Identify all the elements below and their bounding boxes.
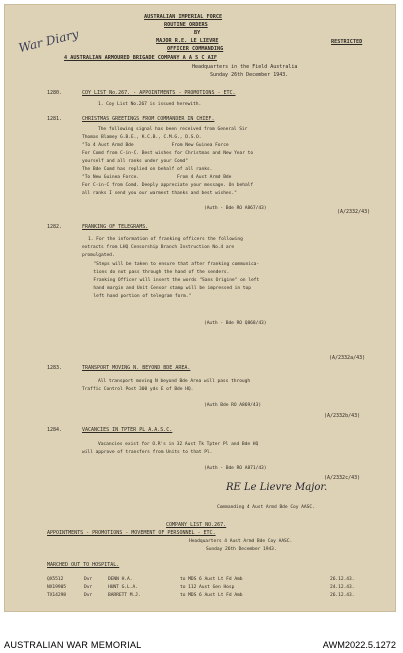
header-line-6: 4 AUSTRALIAN ARMOURED BRIGADE COMPANY A A S C AIF bbox=[64, 55, 218, 61]
date: 26.12.43. bbox=[330, 593, 355, 598]
footer-accession-number: AWM2022.5.1272 bbox=[322, 640, 396, 650]
document-page bbox=[4, 4, 396, 612]
item-body-line: Franking Officer will insert the words "Sans Origine" on left bbox=[88, 278, 260, 283]
item-body-line: 1. Coy List No.267 is issued herewith. bbox=[98, 102, 202, 107]
item-reference: (A/2332/43) bbox=[337, 209, 371, 215]
item-number: 1282. bbox=[47, 224, 63, 230]
header-line-5: OFFICER COMMANDING bbox=[167, 46, 224, 52]
item-heading: TRANSPORT MOVING N. BEYOND BDE AREA. bbox=[82, 365, 191, 371]
rank: Dvr bbox=[84, 593, 93, 598]
item-auth: (Auth - Bde RO A867/43) bbox=[204, 206, 267, 211]
item-body-line: 1. For the information of franking officers the following bbox=[88, 237, 243, 242]
service-number: NX19905 bbox=[47, 585, 67, 590]
rank: Dvr bbox=[84, 577, 93, 582]
item-heading: FRANKING OF TELEGRAMS. bbox=[82, 224, 149, 230]
item-body-line: The following signal has been received from General Sir bbox=[98, 127, 248, 132]
item-body-line: For Comd from C-in-C. Best wishes for Christmas and New Year to bbox=[82, 151, 254, 156]
item-body-line: left hand portion of telegram form." bbox=[88, 294, 192, 299]
handwritten-note: War Diary bbox=[17, 26, 80, 56]
destination: to MDS 6 Aust Lt Fd Amb bbox=[180, 577, 243, 582]
item-body-line: promulgated. bbox=[82, 253, 115, 258]
item-reference: (A/2332b/43) bbox=[324, 413, 361, 419]
item-body-line: The Bde Comd has replied on behalf of all ranks. bbox=[82, 167, 213, 172]
item-number: 1280. bbox=[47, 90, 63, 96]
item-reference: (A/2332c/43) bbox=[324, 475, 361, 481]
rank: Dvr bbox=[84, 585, 93, 590]
item-body-line: "To New Guinea Force. From 4 Aust Armd Bde bbox=[82, 175, 232, 180]
item-body-line: all ranks I send you our warmest thanks and best wishes." bbox=[82, 191, 237, 196]
header-line-2: ROUTINE ORDERS bbox=[164, 22, 208, 28]
archive-footer bbox=[0, 618, 403, 653]
destination: to 112 Aust Gen Hosp bbox=[180, 585, 235, 590]
header-line-4: MAJOR R.E. LE LIEVRE bbox=[156, 38, 219, 44]
coy-list-subtitle: APPOINTMENTS - PROMOTIONS - MOVEMENT OF PERSONNEL - ETC. bbox=[47, 530, 216, 536]
item-number: 1283. bbox=[47, 365, 63, 371]
header-line-8: Sunday 26th December 1943. bbox=[210, 72, 289, 78]
restricted-marking: RESTRICTED bbox=[331, 39, 363, 45]
item-number: 1284. bbox=[47, 427, 63, 433]
item-heading: VACANCIES IN TPTER PL A.A.S.C. bbox=[82, 427, 173, 433]
item-body-line: "Steps will be taken to ensure that after franking communica- bbox=[88, 262, 260, 267]
item-body-line: Traffic Control Post 300 yds E of Bde HQ. bbox=[82, 387, 194, 392]
item-body-line: yourself and all ranks under your Comd" bbox=[82, 159, 188, 164]
header-line-3: BY bbox=[194, 30, 201, 36]
person-name: BARRETT M.J. bbox=[108, 593, 141, 598]
item-body-line: For C-in-C from Comd. Deeply appreciate your message. On behalf bbox=[82, 183, 254, 188]
item-heading: COY LIST No.267. - APPOINTMENTS - PROMOTIONS - ETC. bbox=[82, 90, 236, 96]
item-body-line: extracts from LHQ Censorship Branch Instruction No.4 are bbox=[82, 245, 235, 250]
coy-list-title: COMPANY LIST NO.267. bbox=[166, 522, 227, 528]
signature: RE Le Lievre Major. bbox=[226, 482, 328, 493]
item-body-line: will approve of transfers from Units to that Pl. bbox=[82, 450, 213, 455]
coy-list-line-2: Sunday 26th December 1943. bbox=[206, 547, 277, 552]
item-reference: (A/2332a/43) bbox=[329, 355, 366, 361]
coy-list-section: MARCHED OUT TO HOSPITAL. bbox=[47, 562, 120, 568]
header-line-1: AUSTRALIAN IMPERIAL FORCE bbox=[144, 14, 223, 20]
item-body-line: tions do not pass through the hand of the senders. bbox=[88, 270, 230, 275]
footer-institution: AUSTRALIAN WAR MEMORIAL bbox=[4, 640, 142, 650]
item-body-line: Vacancies exist for O.R's in 32 Aust Tk Tpter Pl and Bde HQ bbox=[98, 442, 259, 447]
item-heading: CHRISTMAS GREETINGS FROM COMMANDER IN CHIEF. bbox=[82, 116, 215, 122]
person-name: DENN H.A. bbox=[108, 577, 133, 582]
item-body-line: hand margin and Unit Censor stamp will be impressed in top bbox=[88, 286, 251, 291]
item-body-line: "To 4 Aust Armd Bde From New Guinea Force bbox=[82, 143, 229, 148]
service-number: TX14298 bbox=[47, 593, 67, 598]
destination: to MDS 6 Aust Lt Fd Amb bbox=[180, 593, 243, 598]
signature-title: Commanding 4 Aust Armd Bde Coy AASC. bbox=[217, 505, 315, 510]
person-name: HUNT G.L.A. bbox=[108, 585, 138, 590]
header-line-7: Headquarters in the Field Australia bbox=[192, 64, 298, 70]
date: 26.12.43. bbox=[330, 577, 355, 582]
item-auth: (Auth - Bde RO Q868/43) bbox=[204, 321, 267, 326]
item-body-line: All transport moving N beyond Bde Area will pass through bbox=[98, 379, 251, 384]
date: 24.12.43. bbox=[330, 585, 355, 590]
service-number: QX5512 bbox=[47, 577, 64, 582]
item-auth: (Auth Bde RO A869/43) bbox=[204, 403, 262, 408]
coy-list-line-1: Headquarters 4 Aust Armd Bde Coy AASC. bbox=[189, 539, 293, 544]
item-auth: (Auth - Bde RO A871/43) bbox=[204, 466, 267, 471]
item-number: 1281. bbox=[47, 116, 63, 122]
item-body-line: Thomas Blamey G.B.E., K.C.B., C.M.G., D.S.O. bbox=[82, 135, 202, 140]
